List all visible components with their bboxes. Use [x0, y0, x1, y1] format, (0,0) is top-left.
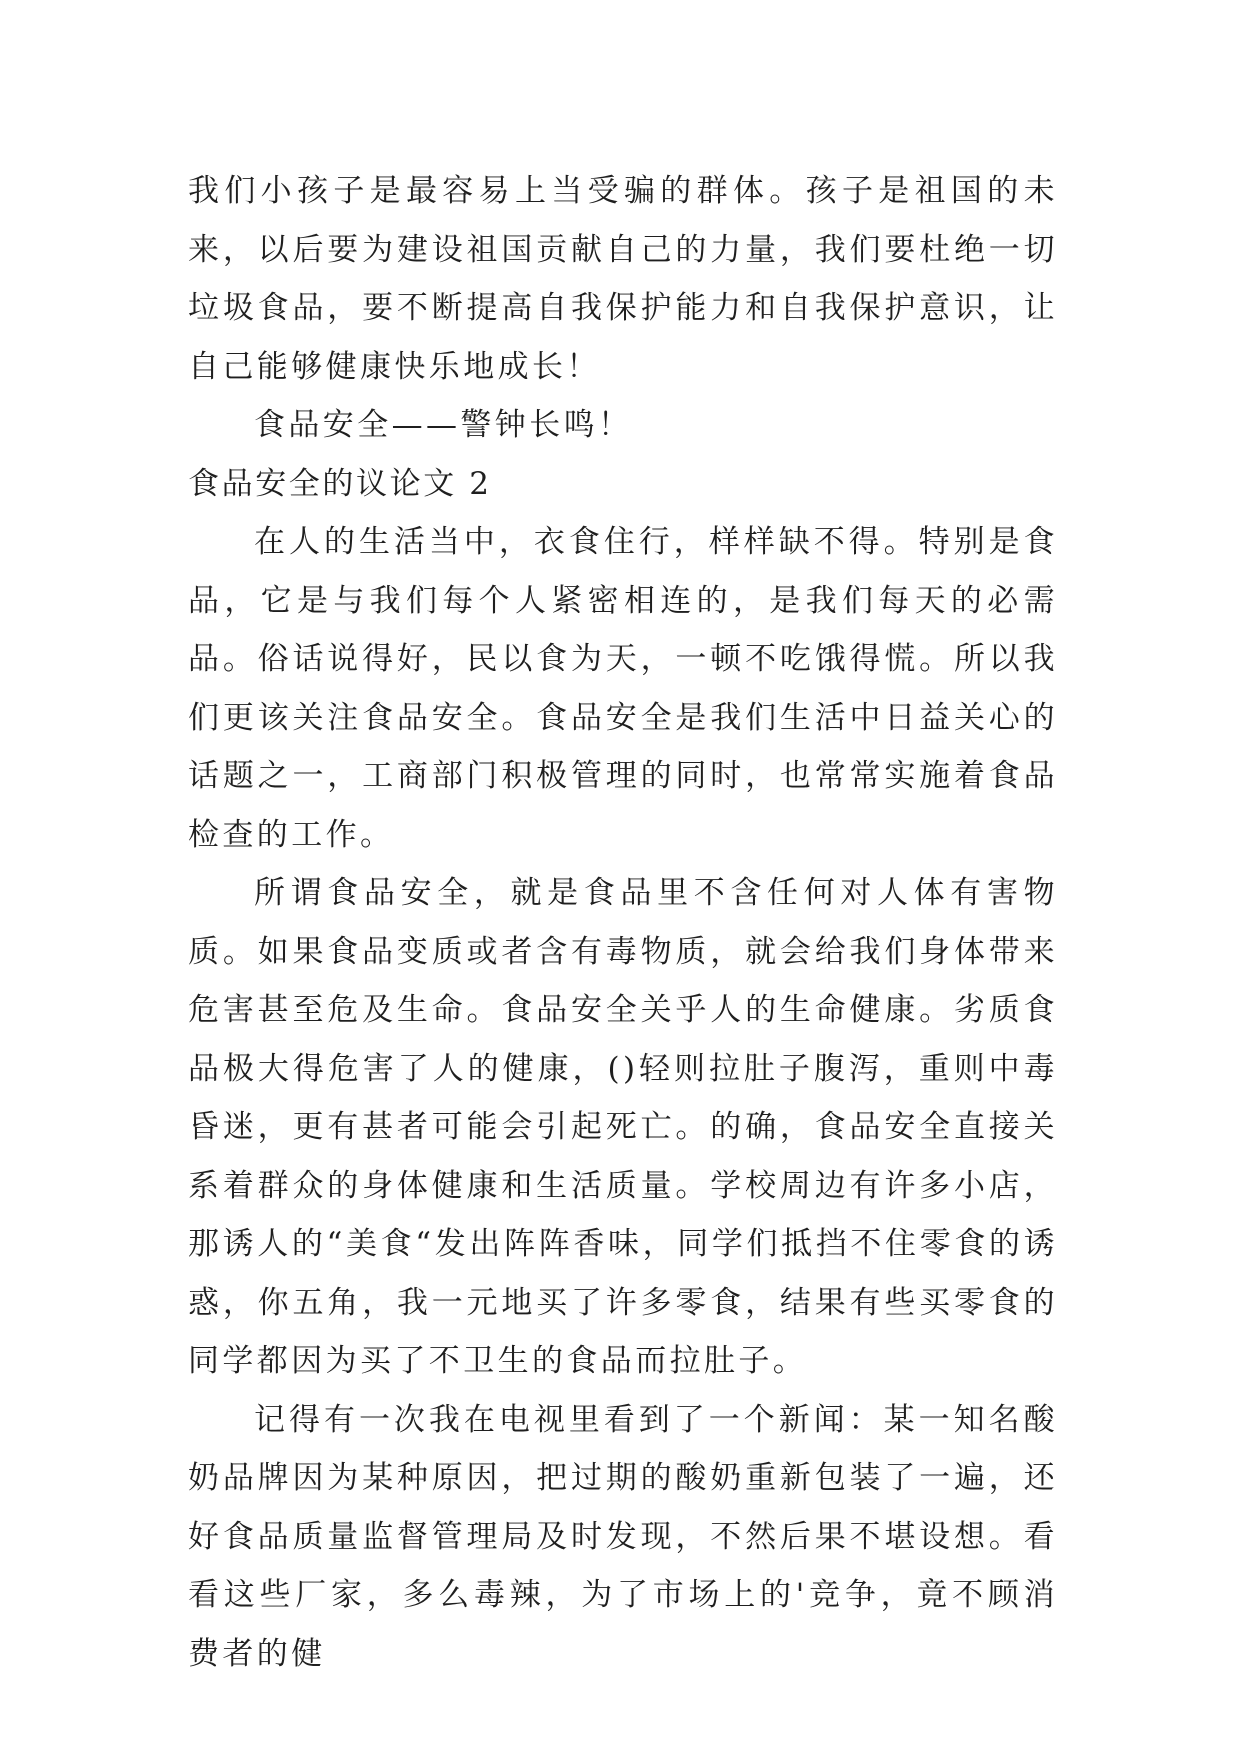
essay-title-2: 食品安全的议论文 2 — [188, 465, 492, 502]
paragraph-definition: 所谓食品安全，就是食品里不含任何对人体有害物质。如果食品变质或者含有毒物质，就会给我们身体带来危害甚至危及生命。食品安全关乎人的生命健康。劣质食品极大得危害了人的健康，()轻则拉肚子腹泻，重则中毒昏迷，更有甚者可能会引起死亡。的确，食品安全直接关系着群众的身体健康和生活质量。学校周边有许多小店，那诱人的“美食“发出阵阵香味，同学们抵挡不住零食的诱惑，你五角，我一元地买了许多零食，结果有些买零食的同学都因为买了不卫生的食品而拉肚子。 — [188, 875, 1058, 1379]
paragraph-intro: 在人的生活当中，衣食住行，样样缺不得。特别是食品，它是与我们每个人紧密相连的，是我们每天的必需品。俗话说得好，民以食为天，一顿不吃饿得慌。所以我们更该关注食品安全。食品安全是我们生活中日益关心的话题之一，工商部门积极管理的同时，也常常实施着食品检查的工作。 — [188, 524, 1058, 853]
paragraph-slogan: 食品安全——警钟长鸣！ — [254, 407, 633, 443]
paragraph-news-story: 记得有一次我在电视里看到了一个新闻：某一知名酸奶品牌因为某种原因，把过期的酸奶重新包装了一遍，还好食品质量监督管理局及时发现，不然后果不堪设想。看看这些厂家，多么毒辣，为了市场上的'竞争，竟不顾消费者的健 — [188, 1401, 1058, 1672]
paragraph-conclusion: 我们小孩子是最容易上当受骗的群体。孩子是祖国的未来，以后要为建设祖国贡献自己的力量，我们要杜绝一切垃圾食品，要不断提高自我保护能力和自我保护意识，让自己能够健康快乐地成长！ — [188, 173, 1058, 385]
document-body — [188, 162, 1058, 1683]
